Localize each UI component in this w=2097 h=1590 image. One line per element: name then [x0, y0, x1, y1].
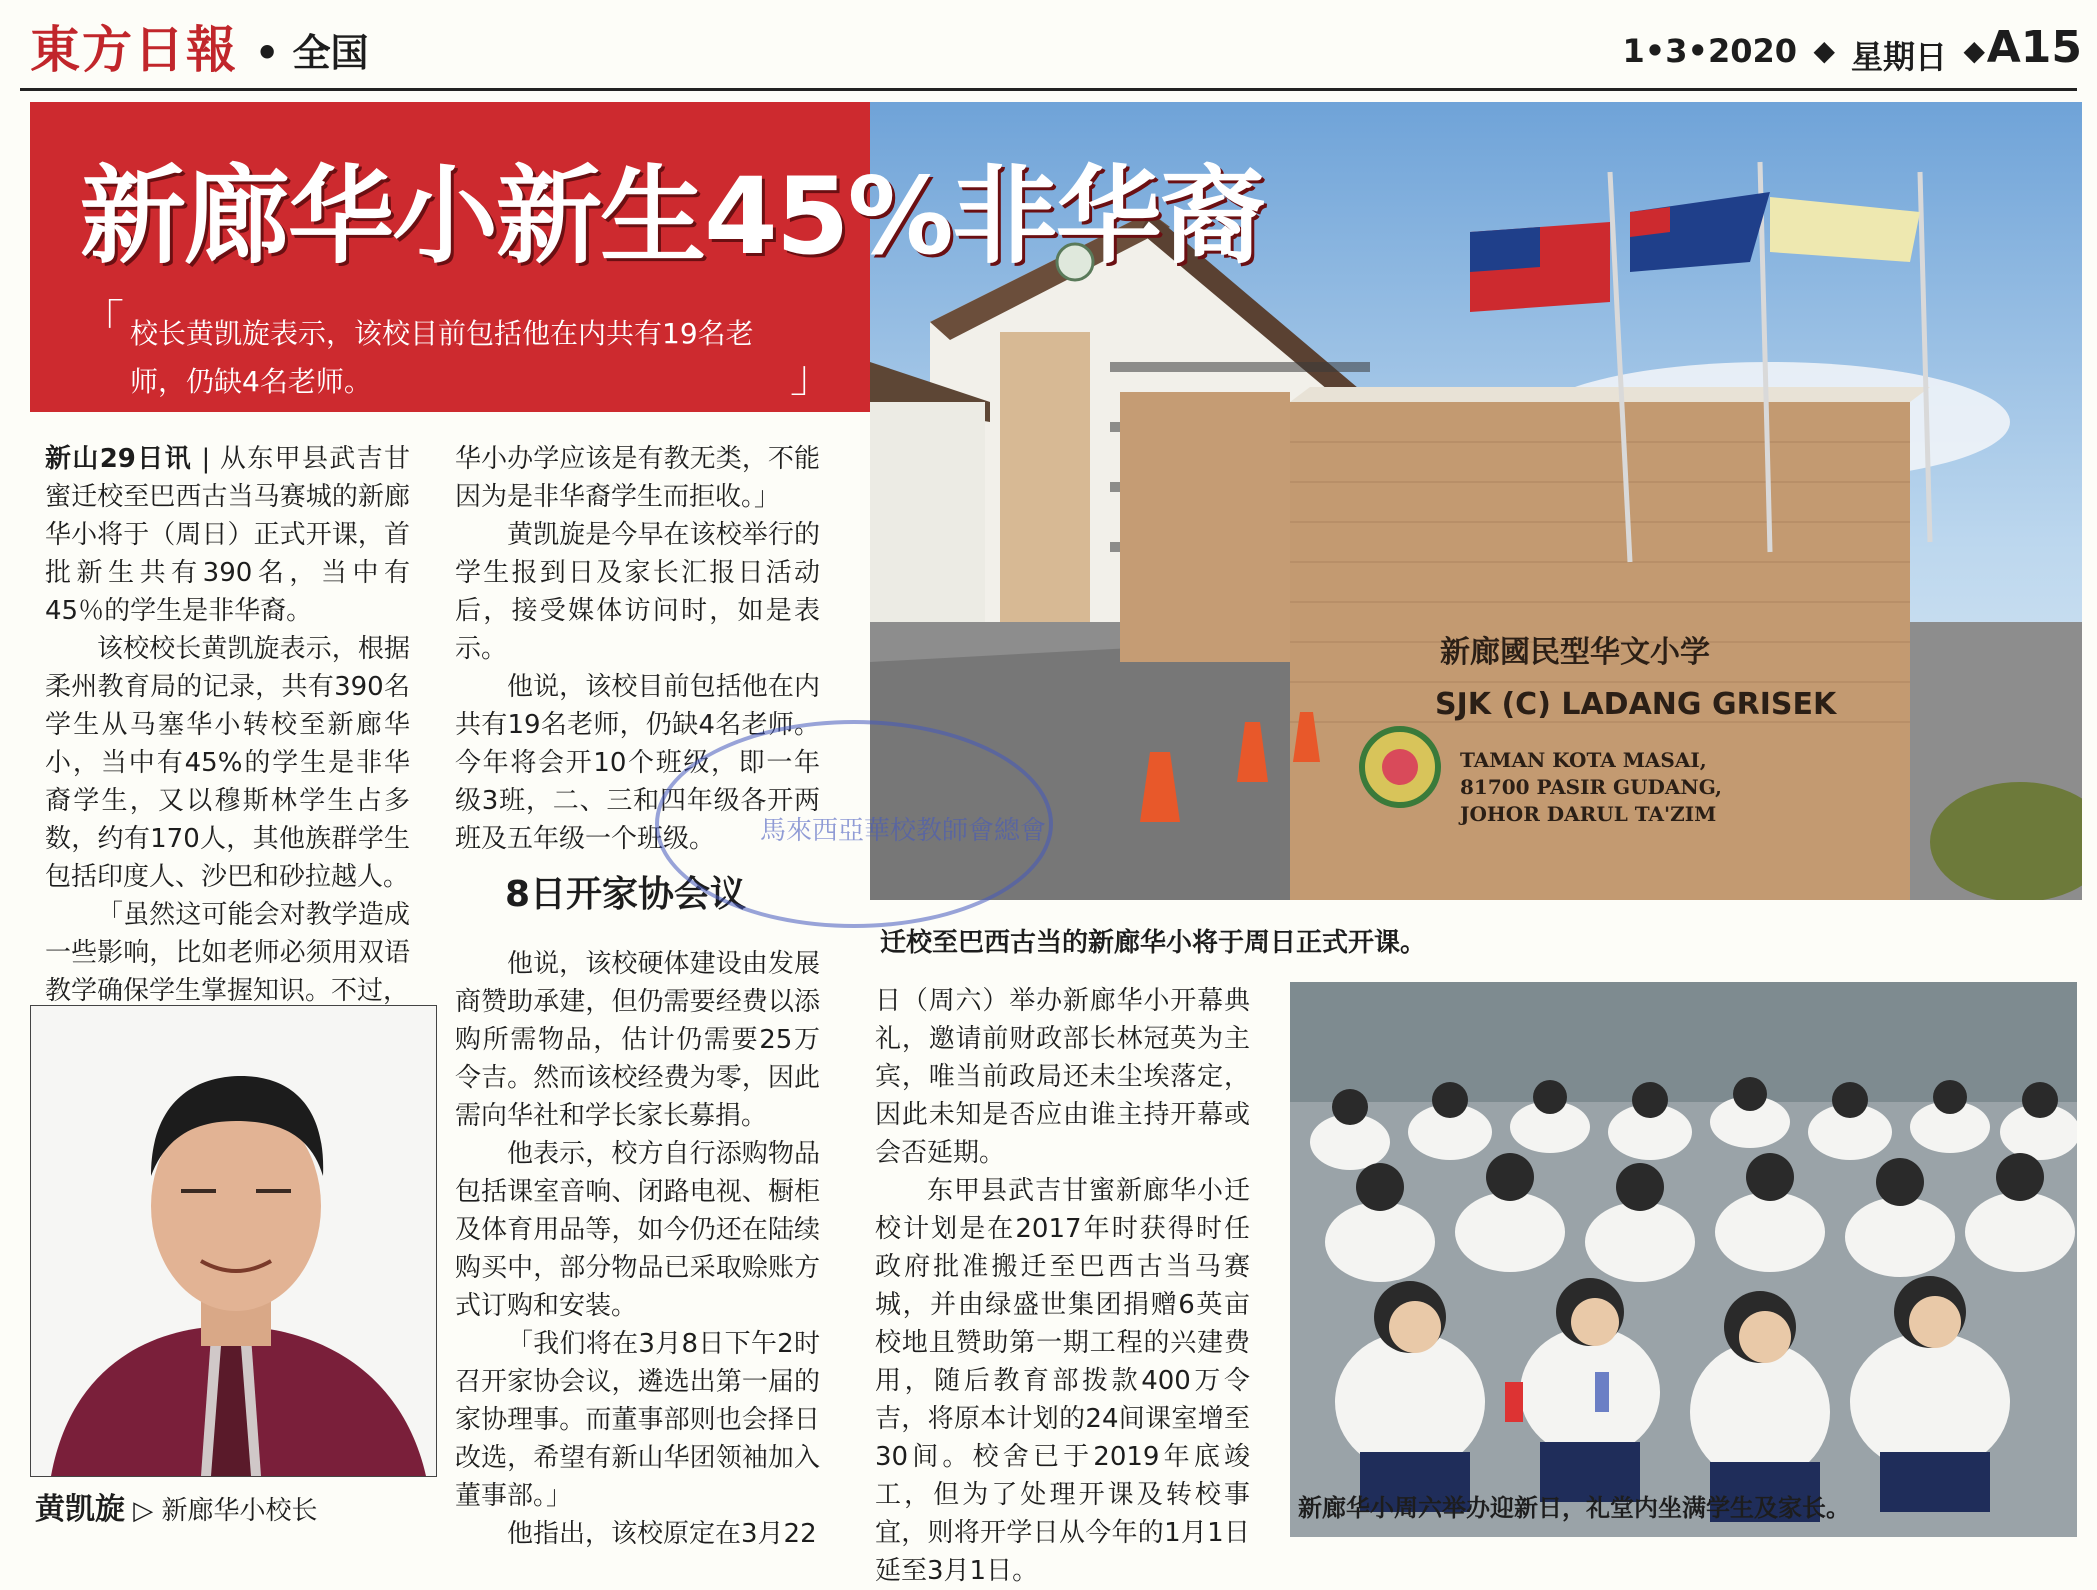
- students-photo-caption: 新廊华小周六举办迎新日，礼堂内坐满学生及家长。: [1298, 1494, 1850, 1522]
- article-column-2-continued: [455, 945, 820, 1553]
- paragraph: 他说，该校硬体建设由发展商赞助承建，但仍需要经费以添购所需物品，估计仍需要25万令吉。然而该校经费为零，因此需向华社和学长家长募捐。: [455, 949, 820, 1131]
- paragraph: 东甲县武吉甘蜜新廊华小迁校计划是在2017年时获得时任政府批准搬迁至巴西古当马赛城，并由绿盛世集团捐赠6英亩校地且赞助第一期工程的兴建费用，随后教育部拨款400万令吉，将原本计划的24间课室增至30间。校舍已于2019年底竣工，但为了处理开课及转校事宜，则将开学日从今年的1月1日延至3月1日。: [875, 1176, 1250, 1586]
- paragraph: 黄凯旋是今早在该校举行的学生报到日及家长汇报日活动后，接受媒体访问时，如是表示。: [455, 520, 820, 664]
- principal-name: 黄凯旋: [35, 1492, 125, 1527]
- issue-date: 1•3•2020: [1622, 32, 1797, 70]
- masthead-rule: [20, 88, 2077, 91]
- paragraph: 日（周六）举办新廊华小开幕典礼，邀请前财政部长林冠英为主宾，唯当前政局还未尘埃落定，因此未知是否应由谁主持开幕或会否延期。: [875, 986, 1250, 1168]
- article-lead: 新山29日讯 | 从东甲县武吉甘蜜迁校至巴西古当马赛城的新廊华小将于（周日）正式开课，首批新生共有390名，当中有45％的学生是非华裔。: [45, 444, 410, 626]
- section-label: • 全国: [255, 31, 369, 75]
- building-photo-caption: 迁校至巴西古当的新廊华小将于周日正式开课。: [880, 928, 1427, 958]
- quote-close-mark: 」: [790, 351, 834, 402]
- principal-portrait: [30, 1005, 437, 1477]
- paragraph: 该校校长黄凯旋表示，根据柔州教育局的记录，共有390名学生从马塞华小转校至新廊华小，当中有45%的学生是非华裔学生，又以穆斯林学生占多数，约有170人，其他族群学生包括印度人、沙巴和砂拉越人。: [45, 634, 410, 892]
- article-column-3: [875, 982, 1250, 1590]
- headline: 新廊华小新生45%非华裔: [80, 155, 1264, 278]
- paragraph: 他指出，该校原定在3月22: [507, 1519, 817, 1549]
- sign-english-text: SJK (C) LADANG GRISEK: [1435, 687, 1837, 722]
- students-hall-photo: [1290, 982, 2077, 1537]
- sign-address-line1: TAMAN KOTA MASAI,: [1460, 748, 1707, 772]
- stamp-text: 馬來西亞華校教師會總會: [760, 816, 1047, 846]
- paragraph: 他说，该校目前包括他在内共有19名老师，仍缺4名老师。今年将会开10个班级，即一年级3班，二、三和四年级各开两班及五年级一个班级。: [455, 672, 820, 854]
- portrait-caption: [35, 1484, 318, 1528]
- lead-text: 从东甲县武吉甘蜜迁校至巴西古当马赛城的新廊华小将于（周日）正式开课，首批新生共有390名，当中有45％的学生是非华裔。: [45, 444, 410, 626]
- paragraph: 「虽然这可能会对教学造成一些影响，比如老师必须用双语教学确保学生掌握知识。不过，: [45, 900, 410, 1006]
- sign-address-line3: JOHOR DARUL TA'ZIM: [1460, 802, 1717, 826]
- article-column-1: [45, 440, 410, 1010]
- diamond-icon: ◆: [1813, 34, 1835, 67]
- subheading: 8日开家协会议: [505, 874, 747, 915]
- section-name: 全国: [292, 31, 369, 75]
- issue-weekday: 星期日: [1850, 38, 1947, 76]
- paragraph: 「我们将在3月8日下午2时召开家协会议，遴选出第一届的家协理事。而董事部则也会择日改选，希望有新山华团领袖加入董事部。」: [455, 1329, 820, 1511]
- pull-quote: 校长黄凯旋表示，该校目前包括他在内共有19名老师，仍缺4名老师。: [130, 317, 754, 398]
- page-number: A15: [1986, 22, 2082, 73]
- quote-open-mark: 「: [80, 296, 124, 347]
- play-triangle-icon: ▷: [133, 1496, 154, 1526]
- sign-address-line2: 81700 PASIR GUDANG,: [1460, 775, 1723, 799]
- sign-chinese-text: 新廊國民型华文小学: [1440, 635, 1710, 670]
- principal-title: 新廊华小校长: [161, 1496, 318, 1526]
- paragraph: 他表示，校方自行添购物品包括课室音响、闭路电视、橱柜及体育用品等，如今仍还在陆续购买中，部分物品已采取赊账方式订购和安装。: [455, 1139, 820, 1321]
- newspaper-logo: 東方日報: [30, 20, 238, 79]
- paragraph: 华小办学应该是有教无类，不能因为是非华裔学生而拒收。」: [455, 444, 820, 512]
- diamond-icon: ◆: [1963, 34, 1985, 67]
- dateline: 新山29日讯: [45, 444, 192, 474]
